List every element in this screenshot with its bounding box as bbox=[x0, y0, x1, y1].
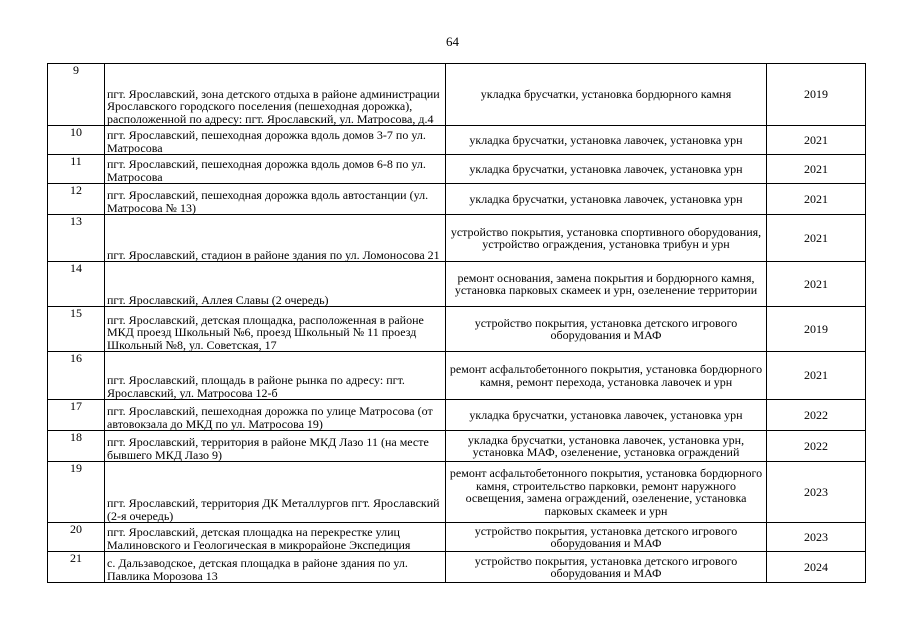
row-number: 15 bbox=[48, 307, 105, 352]
improvement-works-table bbox=[47, 63, 866, 583]
year-cell: 2021 bbox=[767, 215, 866, 262]
works-cell: устройство покрытия, установка детского игрового оборудования и МАФ bbox=[446, 307, 767, 352]
works-cell: укладка брусчатки, установка лавочек, установка урн bbox=[446, 184, 767, 215]
works-cell: укладка брусчатки, установка лавочек, установка урн bbox=[446, 400, 767, 431]
works-cell: ремонт асфальтобетонного покрытия, установка бордюрного камня, строительство парковки, ремонт наружного освещения, замена ограждений, озеленение, установка парковых скамеек и урн bbox=[446, 462, 767, 523]
works-cell: устройство покрытия, установка детского игрового оборудования и МАФ bbox=[446, 552, 767, 583]
row-number: 20 bbox=[48, 523, 105, 552]
year-cell: 2021 bbox=[767, 352, 866, 400]
works-cell: ремонт основания, замена покрытия и бордюрного камня, установка парковых скамеек и урн, озеленение территории bbox=[446, 262, 767, 307]
row-number: 14 bbox=[48, 262, 105, 307]
table-row bbox=[48, 64, 866, 126]
works-cell: укладка брусчатки, установка лавочек, установка урн bbox=[446, 155, 767, 184]
table-row bbox=[48, 523, 866, 552]
row-number: 11 bbox=[48, 155, 105, 184]
table-row bbox=[48, 155, 866, 184]
row-number: 13 bbox=[48, 215, 105, 262]
year-cell: 2019 bbox=[767, 307, 866, 352]
address-cell: с. Дальзаводское, детская площадка в районе здания по ул. Павлика Морозова 13 bbox=[105, 552, 446, 583]
year-cell: 2022 bbox=[767, 400, 866, 431]
year-cell: 2021 bbox=[767, 262, 866, 307]
row-number: 21 bbox=[48, 552, 105, 583]
table-row bbox=[48, 431, 866, 462]
row-number: 12 bbox=[48, 184, 105, 215]
table-row bbox=[48, 400, 866, 431]
works-cell: укладка брусчатки, установка лавочек, установка урн bbox=[446, 126, 767, 155]
address-cell: пгт. Ярославский, детская площадка, расположенная в районе МКД проезд Школьный №6, проезд Школьный № 11 проезд Школьный №8, ул. Советская, 17 bbox=[105, 307, 446, 352]
address-cell: пгт. Ярославский, пешеходная дорожка по улице Матросова (от автовокзала до МКД по ул. Матросова 19) bbox=[105, 400, 446, 431]
table-row bbox=[48, 307, 866, 352]
table-row bbox=[48, 462, 866, 523]
year-cell: 2023 bbox=[767, 462, 866, 523]
year-cell: 2021 bbox=[767, 126, 866, 155]
works-cell: устройство покрытия, установка спортивного оборудования, устройство ограждения, установка трибун и урн bbox=[446, 215, 767, 262]
address-cell: пгт. Ярославский, пешеходная дорожка вдоль автостанции (ул. Матросова № 13) bbox=[105, 184, 446, 215]
address-cell: пгт. Ярославский, зона детского отдыха в районе администрации Ярославского городского поселения (пешеходная дорожка), расположенной по адресу: пгт. Ярославский, ул. Матросова, д.4 bbox=[105, 64, 446, 126]
row-number: 18 bbox=[48, 431, 105, 462]
address-cell: пгт. Ярославский, пешеходная дорожка вдоль домов 6-8 по ул. Матросова bbox=[105, 155, 446, 184]
year-cell: 2021 bbox=[767, 155, 866, 184]
works-cell: укладка брусчатки, установка лавочек, установка урн, установка МАФ, озеленение, установка ограждений bbox=[446, 431, 767, 462]
table-row bbox=[48, 215, 866, 262]
address-cell: пгт. Ярославский, Аллея Славы (2 очередь) bbox=[105, 262, 446, 307]
works-cell: ремонт асфальтобетонного покрытия, установка бордюрного камня, ремонт перехода, установка лавочек и урн bbox=[446, 352, 767, 400]
address-cell: пгт. Ярославский, детская площадка на перекрестке улиц Малиновского и Геологическая в микрорайоне Экспедиция bbox=[105, 523, 446, 552]
year-cell: 2022 bbox=[767, 431, 866, 462]
page-number: 64 bbox=[446, 34, 459, 49]
table-row bbox=[48, 126, 866, 155]
works-cell: укладка брусчатки, установка бордюрного камня bbox=[446, 64, 767, 126]
address-cell: пгт. Ярославский, территория в районе МКД Лазо 11 (на месте бывшего МКД Лазо 9) bbox=[105, 431, 446, 462]
address-cell: пгт. Ярославский, пешеходная дорожка вдоль домов 3-7 по ул. Матросова bbox=[105, 126, 446, 155]
year-cell: 2021 bbox=[767, 184, 866, 215]
address-cell: пгт. Ярославский, стадион в районе здания по ул. Ломоносова 21 bbox=[105, 215, 446, 262]
table-row bbox=[48, 184, 866, 215]
row-number: 16 bbox=[48, 352, 105, 400]
works-cell: устройство покрытия, установка детского игрового оборудования и МАФ bbox=[446, 523, 767, 552]
year-cell: 2019 bbox=[767, 64, 866, 126]
address-cell: пгт. Ярославский, территория ДК Металлургов пгт. Ярославский (2-я очередь) bbox=[105, 462, 446, 523]
year-cell: 2023 bbox=[767, 523, 866, 552]
row-number: 9 bbox=[48, 64, 105, 126]
table-row bbox=[48, 352, 866, 400]
table-row bbox=[48, 262, 866, 307]
table-row bbox=[48, 552, 866, 583]
year-cell: 2024 bbox=[767, 552, 866, 583]
row-number: 17 bbox=[48, 400, 105, 431]
address-cell: пгт. Ярославский, площадь в районе рынка по адресу: пгт. Ярославский, ул. Матросова 12-б bbox=[105, 352, 446, 400]
row-number: 10 bbox=[48, 126, 105, 155]
row-number: 19 bbox=[48, 462, 105, 523]
